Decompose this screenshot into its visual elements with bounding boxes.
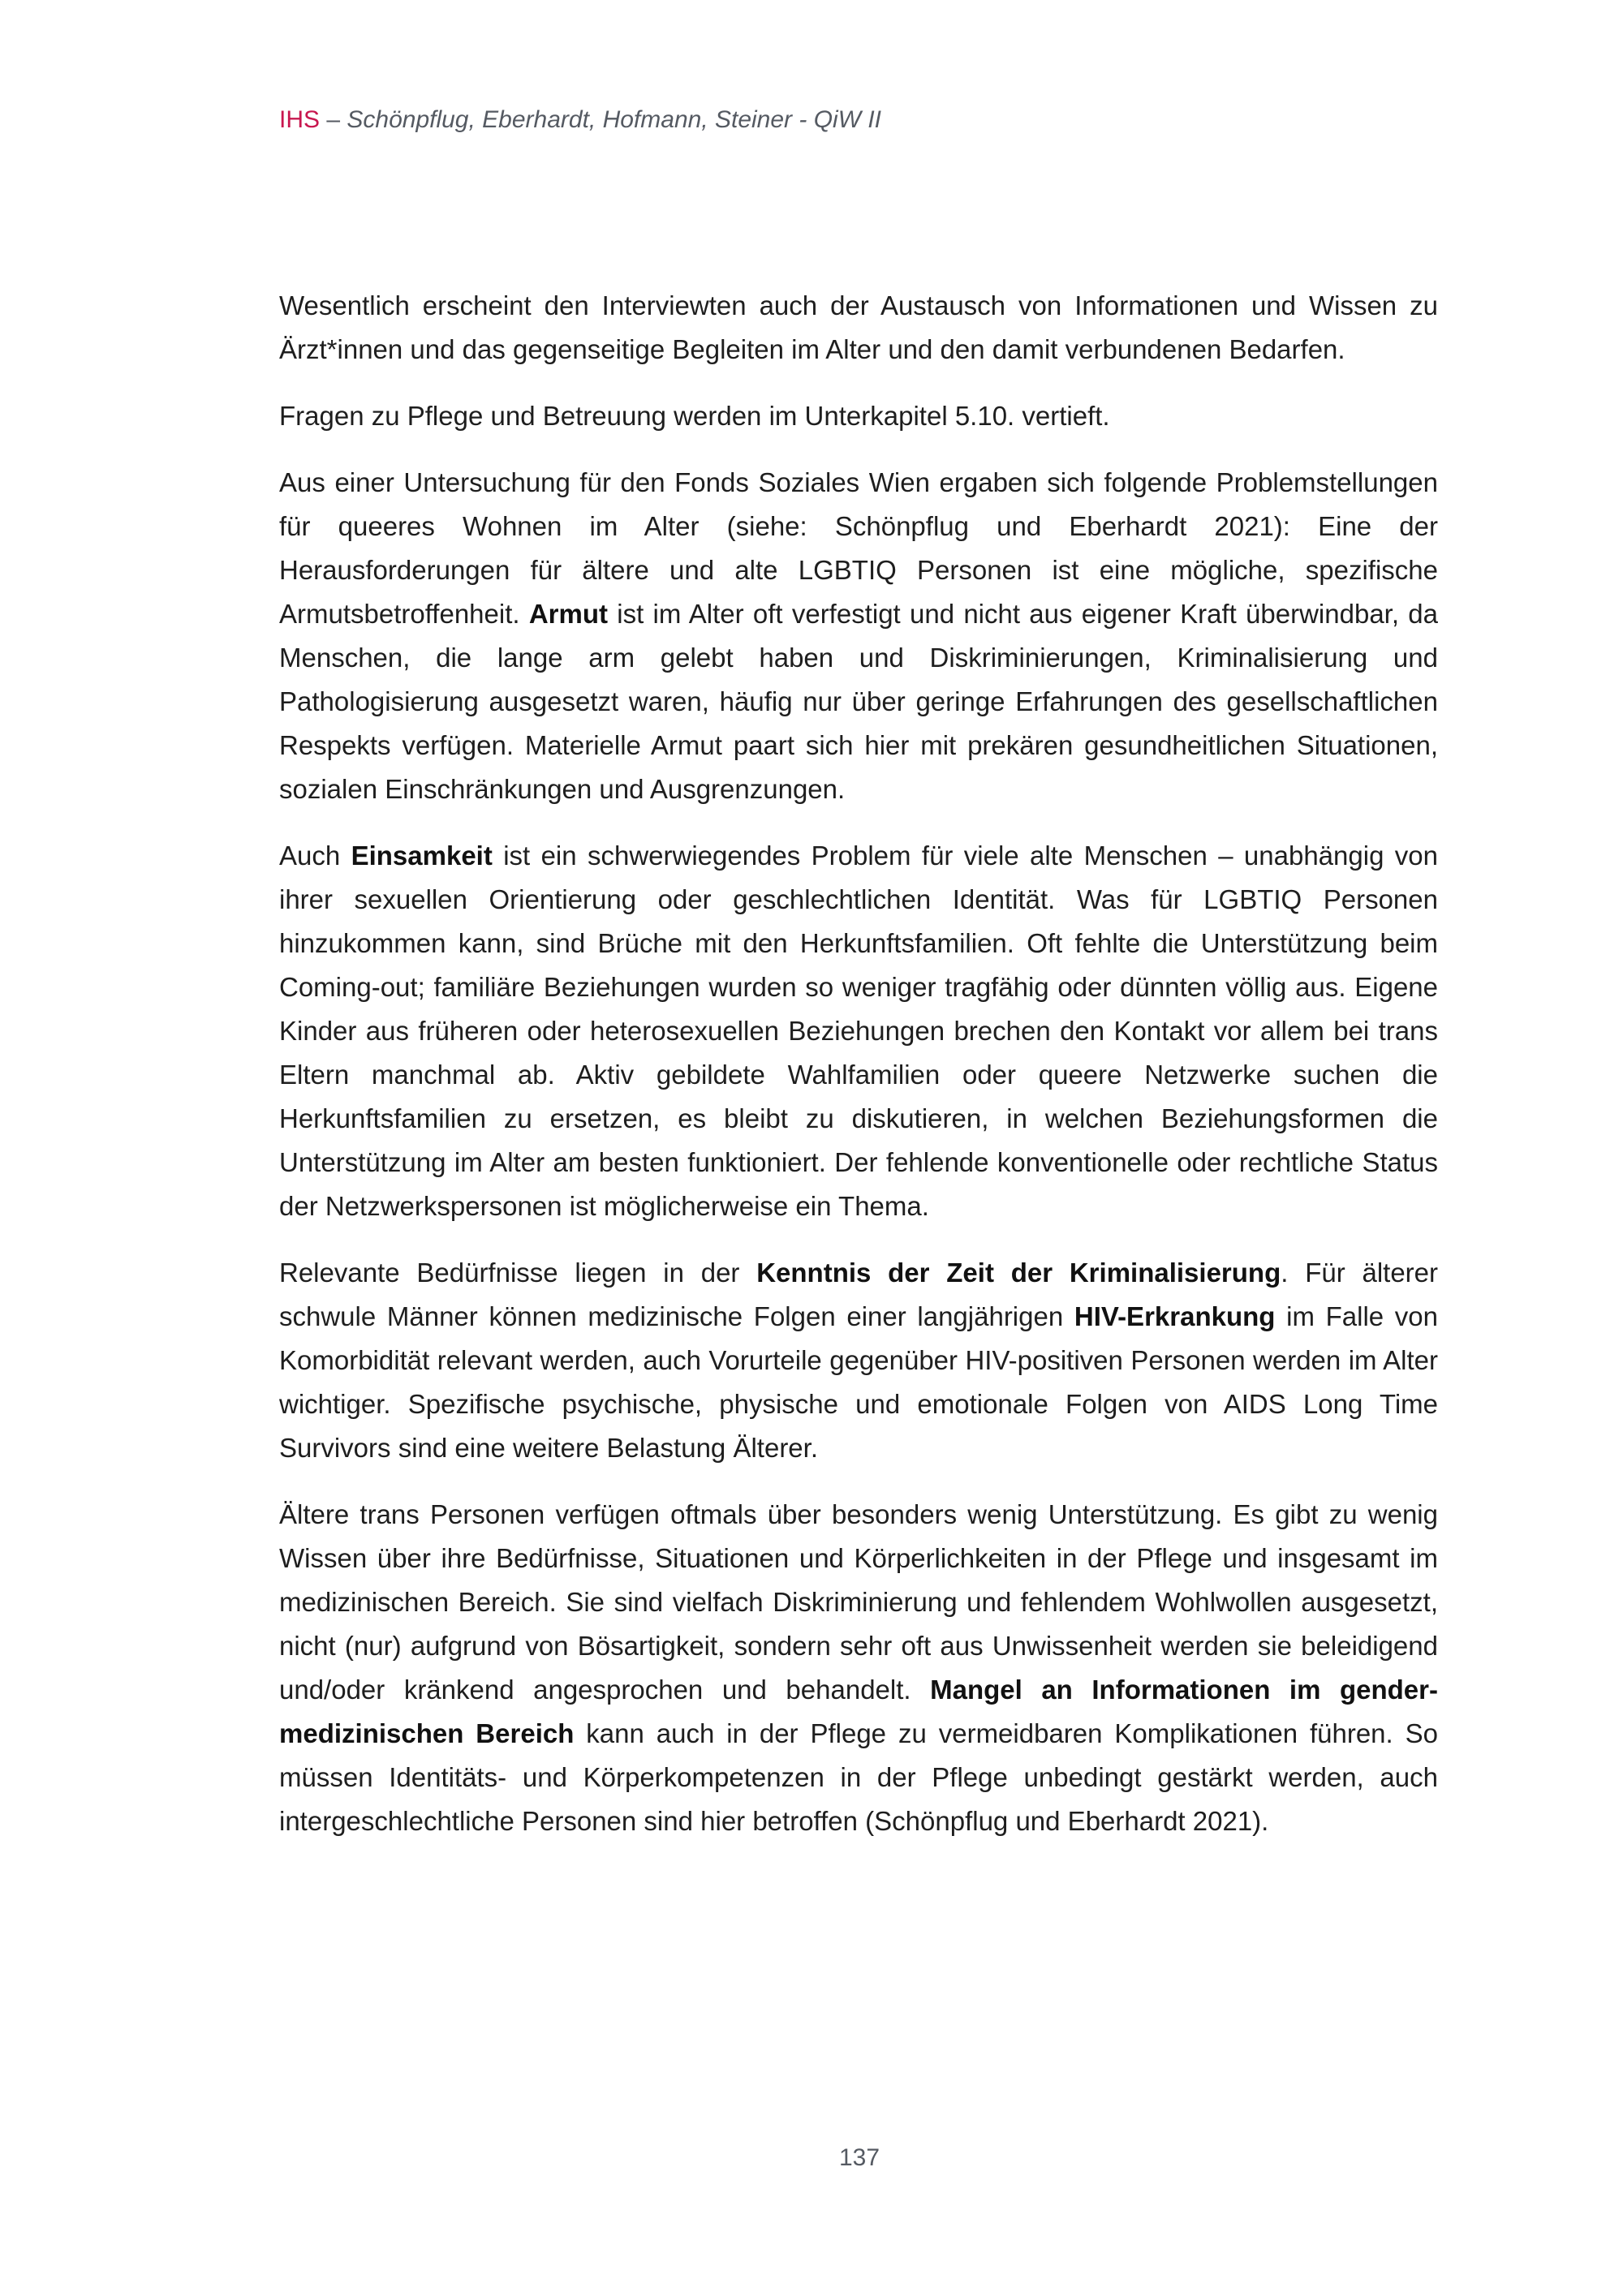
emphasis-gender-medizin: Mangel an Informationen im gender-medizinischen Bereich — [279, 1675, 1438, 1748]
paragraph — [279, 284, 1438, 372]
paragraph — [279, 394, 1438, 438]
paragraph — [279, 461, 1438, 811]
running-header — [279, 104, 881, 136]
emphasis-armut: Armut — [528, 599, 608, 629]
paragraph — [279, 834, 1438, 1228]
text-segment: Aus einer Untersuchung für den Fonds Soziales Wien ergaben sich folgende Problemstellungen für queeres Wohnen im Alter (siehe: Schönpflug und Eberhardt 2021): Eine der Herausforderungen für ältere und alte LGBTIQ Personen ist eine mögliche, spezifische Armutsbetroffenheit. — [279, 467, 1438, 629]
text-segment: Wesentlich erscheint den Interviewten auch der Austausch von Informationen und Wissen zu Ärzt*innen und das gegenseitige Begleiten im Alter und den damit verbundenen Bedarfen. — [279, 290, 1438, 364]
body-text — [279, 284, 1438, 1866]
emphasis-hiv: HIV-Erkrankung — [1074, 1301, 1276, 1331]
header-brand: IHS — [279, 106, 321, 133]
text-segment: Fragen zu Pflege und Betreuung werden im Unterkapitel 5.10. vertieft. — [279, 401, 1110, 431]
emphasis-kriminalisierung: Kenntnis der Zeit der Kriminalisierung — [756, 1258, 1281, 1288]
text-segment: ist ein schwerwiegendes Problem für viele alte Menschen – unabhängig von ihrer sexuellen Orientierung oder geschlechtlichen Identität. Was für LGBTIQ Personen hinzukommen kann, sind Brüche mit den Herkunftsfamilien. Oft fehlte die Unterstützung beim Coming-out; familiäre Beziehungen wurden so weniger tragfähig oder dünnten völlig aus. Eigene Kinder aus früheren oder heterosexuellen Beziehungen brechen den Kontakt vor allem bei trans Eltern manchmal ab. Aktiv gebildete Wahlfamilien oder queere Netzwerke suchen die Herkunftsfamilien zu ersetzen, es bleibt zu diskutieren, in welchen Beziehungsformen die Unterstützung im Alter am besten funktioniert. Der fehlende konventionelle oder rechtliche Status der Netzwerkspersonen ist möglicherweise ein Thema. — [279, 841, 1438, 1221]
page-number: 137 — [838, 2144, 880, 2171]
paragraph — [279, 1251, 1438, 1470]
emphasis-einsamkeit: Einsamkeit — [351, 841, 493, 871]
text-segment: Ältere trans Personen verfügen oftmals über besonders wenig Unterstützung. Es gibt zu wenig Wissen über ihre Bedürfnisse, Situationen und Körperlichkeiten in der Pflege und insgesamt im medizinischen Bereich. Sie sind vielfach Diskriminierung und fehlendem Wohlwollen ausgesetzt, nicht (nur) aufgrund von Bösartigkeit, sondern sehr oft aus Unwissenheit werden sie beleidigend und/oder kränkend angesprochen und behandelt. — [279, 1499, 1438, 1705]
text-segment: . Für älterer schwule Männer können medizinische Folgen einer langjährigen — [279, 1258, 1439, 1331]
text-segment: Auch — [279, 841, 351, 871]
text-segment: kann auch in der Pflege zu vermeidbaren Komplikationen führen. So müssen Identitäts- und Körperkompetenzen in der Pflege unbedingt gestärkt werden, auch intergeschlechtliche Personen sind hier betroffen (Schönpflug und Eberhardt 2021). — [279, 1718, 1438, 1836]
text-segment: Relevante Bedürfnisse liegen in der — [279, 1258, 757, 1288]
paragraph — [279, 1493, 1438, 1843]
text-segment: ist im Alter oft verfestigt und nicht aus eigener Kraft überwindbar, da Menschen, die lange arm gelebt haben und Diskriminierungen, Kriminalisierung und Pathologisierung ausgesetzt waren, häufig nur über geringe Erfahrungen des gesellschaftlichen Respekts verfügen. Materielle Armut paart sich hier mit prekären gesundheitlichen Situationen, sozialen Einschränkungen und Ausgrenzungen. — [279, 599, 1438, 804]
text-segment: im Falle von Komorbidität relevant werden, auch Vorurteile gegenüber HIV-positiven Personen werden im Alter wichtiger. Spezifische psychische, physische und emotionale Folgen von AIDS Long Time Survivors sind eine weitere Belastung Älterer. — [279, 1301, 1438, 1463]
header-separator: – — [320, 106, 347, 133]
header-authors: Schönpflug, Eberhardt, Hofmann, Steiner - QiW II — [347, 106, 882, 133]
